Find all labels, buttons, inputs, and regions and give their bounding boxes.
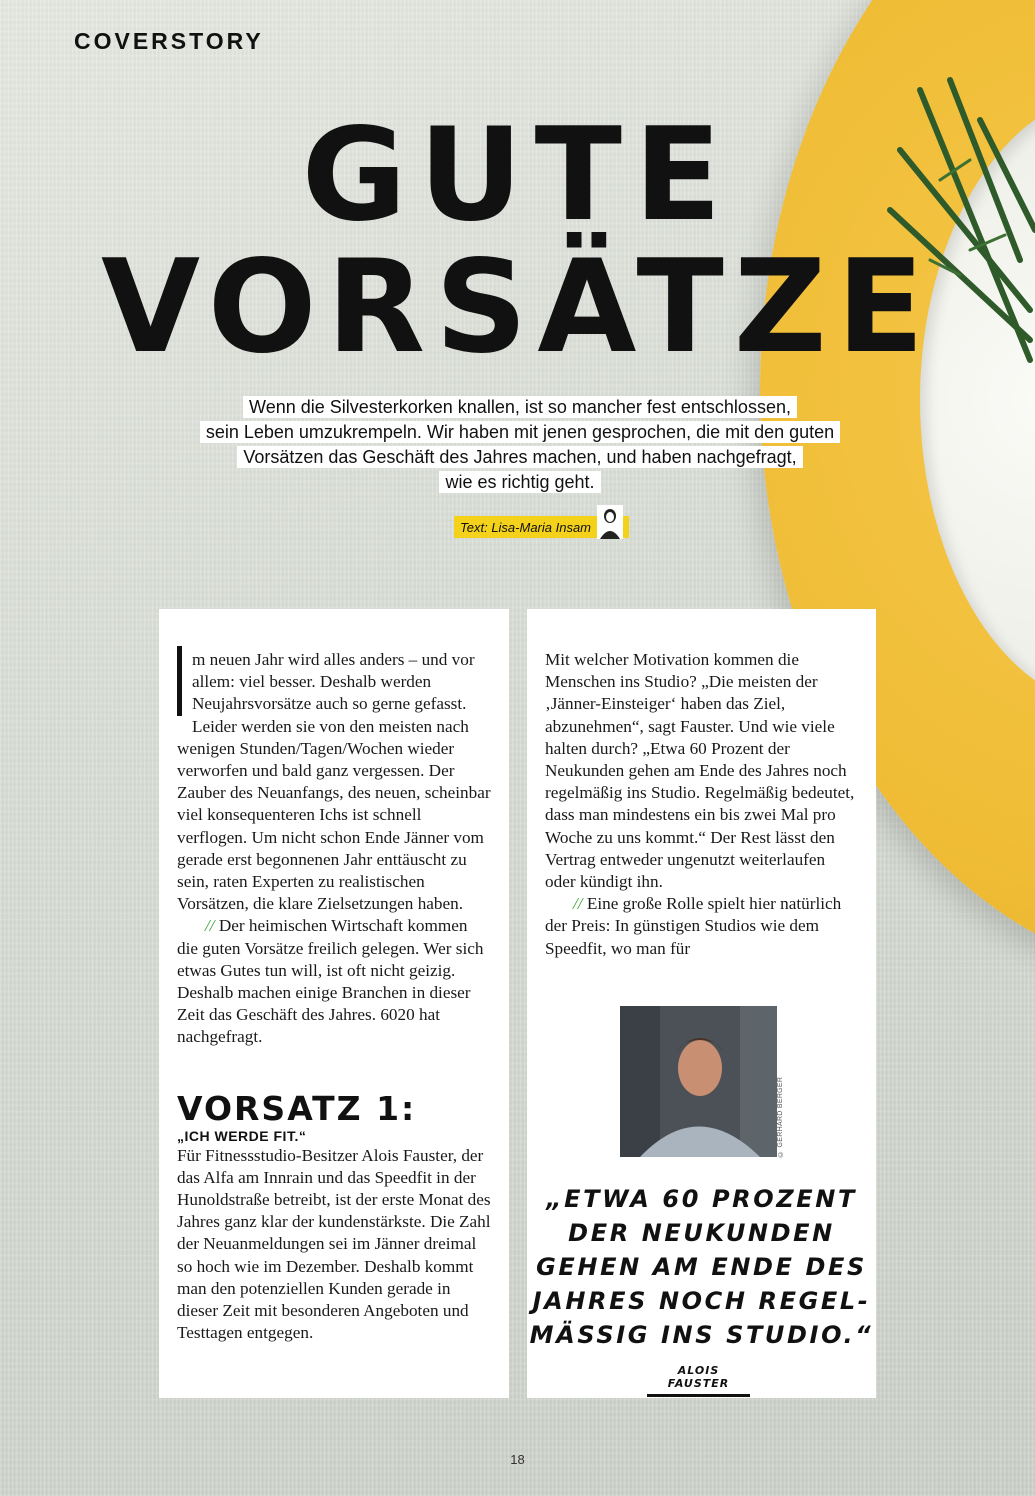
pull-quote-author: ALOIS FAUSTER — [647, 1364, 750, 1397]
article-paragraph: // Eine große Rolle spielt hier natürlich der Preis: In günstigen Studios wie dem Speedfit, wo man für — [545, 894, 842, 958]
subhead: VORSATZ 1: — [177, 1088, 417, 1128]
article-column-1 — [159, 609, 509, 1398]
article-paragraph: Mit welcher Motivation kommen die Menschen ins Studio? „Die meisten der ‚Jänner-Einsteiger‘ haben das Ziel, abzunehmen“, sagt Fauster. Und wie viele halten durch? „Etwa 60 Prozent der Neukunden gehen am Ende des Jahres noch regelmäßig ins Studio. Regelmäßig bedeutet, dass man mindestens ein bis zwei Mal pro Woche zu uns kommt.“ Der Rest lässt den Vertrag entweder ungenutzt weiterlaufen oder kündigt ihn. — [545, 650, 855, 892]
paragraph-marker: // — [205, 916, 215, 936]
portrait-photo — [620, 1006, 777, 1157]
intro-line: Vorsätzen das Geschäft des Jahres machen, und haben nachgefragt, — [237, 446, 802, 468]
intro-line: sein Leben umzukrempeln. Wir haben mit jenen gesprochen, die mit den guten — [200, 421, 840, 443]
article-paragraph: Für Fitnessstudio-Besitzer Alois Fauster, der das Alfa am Innrain und das Speedfit in der Hunoldstraße betreibt, ist der erste Monat des Jahres ganz klar der kundenstärkste. Die Zahl der Neuanmeldungen sei im Jänner dreimal so hoch wie im Dezember. Deshalb kommt man den potenziellen Kunden gerade in dieser Zeit mit besonderen Angeboten und Testtagen entgegen. — [177, 1145, 491, 1343]
paragraph-marker: // — [573, 894, 583, 914]
intro-text — [160, 395, 880, 495]
page-number: 18 — [510, 1452, 525, 1467]
headline-line-2: VORSÄTZE — [100, 233, 935, 382]
drop-cap — [177, 646, 182, 716]
section-label: COVERSTORY — [74, 28, 264, 54]
portrait-illustration — [620, 1006, 777, 1157]
subhead-quote: „ICH WERDE FIT.“ — [177, 1127, 307, 1144]
article-paragraph: // Der heimischen Wirtschaft kommen die guten Vorsätze freilich gelegen. Wer sich etwas Gutes tun will, ist oft nicht geizig. Deshalb machen einige Branchen in dieser Zeit das Geschäft des Jahres. 6020 hat nachgefragt. — [177, 916, 484, 1047]
author-portrait-icon — [597, 505, 623, 539]
author-byline — [454, 516, 629, 538]
photo-credit: © GERHARD BERGER — [777, 1076, 784, 1157]
pull-quote: „ETWA 60 PROZENT DER NEUKUNDEN GEHEN AM ENDE DES JAHRES NOCH REGEL-MÄSSIG INS STUDIO.“ — [529, 1185, 874, 1349]
headline-line-1: GUTE — [301, 101, 734, 250]
intro-line: Wenn die Silvesterkorken knallen, ist so mancher fest entschlossen, — [243, 396, 797, 418]
intro-line: wie es richtig geht. — [439, 471, 600, 493]
byline-text: Text: Lisa-Maria Insam — [460, 519, 592, 535]
article-paragraph: m neuen Jahr wird alles anders – und vor allem: viel besser. Deshalb werden Neujahrsvorsätze auch so gerne gefasst. Leider werden sie von den meisten nach wenigen Stunden/Tagen/Wochen wieder verworfen und bald ganz vergessen. Der Zauber des Neuanfangs, des neuen, scheinbar viel konsequenteren Ichs ist schnell verflogen. Um nicht schon Ende Jänner vom gerade erst begonnenen Jahr enttäuscht zu sein, raten Experten zu realistischen Vorsätzen, die klare Zielsetzungen haben. — [177, 649, 491, 915]
